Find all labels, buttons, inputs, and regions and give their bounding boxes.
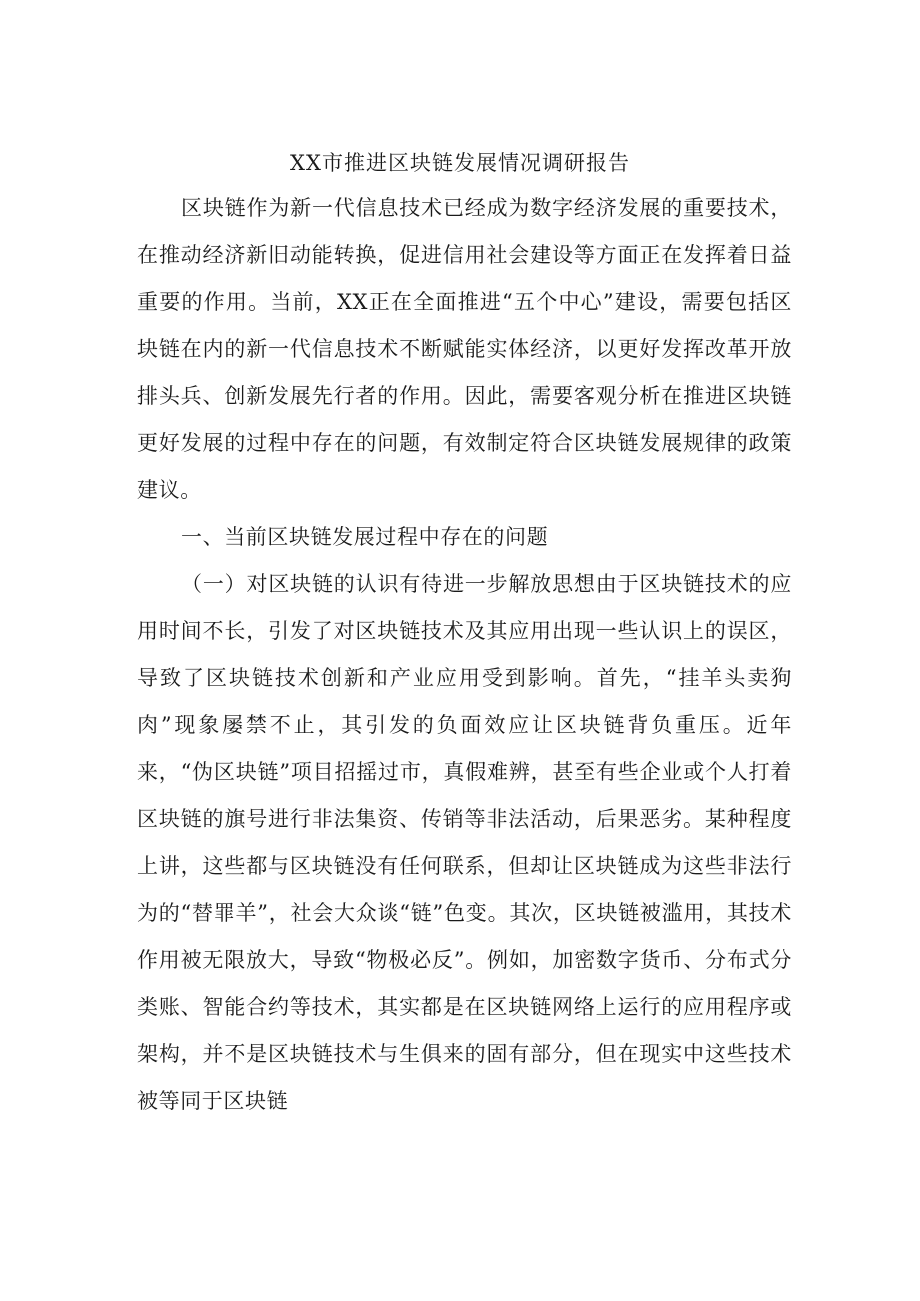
document-title: XX市推进区块链发展情况调研报告 [290,151,630,175]
section-heading: 一、当前区块链发展过程中存在的问题 [181,525,549,549]
subsection-paragraph: （一）对区块链的认识有待进一步解放思想由于区块链技术的应用时间不长，引发了对区块链技术及其应用出现一些认识上的误区，导致了区块链技术创新和产业应用受到影响。首先，“挂羊头卖狗肉”现象屡禁不止，其引发的负面效应让区块链背负重压。近年来，“伪区块链”项目招摇过市，真假难辨，甚至有些企业或个人打着区块链的旗号进行非法集资、传销等非法活动，后果恶劣。某种程度上讲，这些都与区块链没有任何联系，但却让区块链成为这些非法行为的“替罪羊”，社会大众谈“链”色变。其次，区块链被滥用，其技术作用被无限放大，导致“物极必反”。例如，加密数字货币、分布式分类账、智能合约等技术，其实都是在区块链网络上运行的应用程序或架构，并不是区块链技术与生俱来的固有部分，但在现实中这些技术被等同于区块链 [137,572,792,1113]
intro-paragraph: 区块链作为新一代信息技术已经成为数字经济发展的重要技术，在推动经济新旧动能转换，促进信用社会建设等方面正在发挥着日益重要的作用。当前，XX正在全面推进“五个中心”建设，需要包括区块链在内的新一代信息技术不断赋能实体经济，以更好发挥改革开放排头兵、创新发展先行者的作用。因此，需要客观分析在推进区块链更好发展的过程中存在的问题，有效制定符合区块链发展规律的政策建议。 [137,196,792,502]
document-body [137,185,792,1125]
